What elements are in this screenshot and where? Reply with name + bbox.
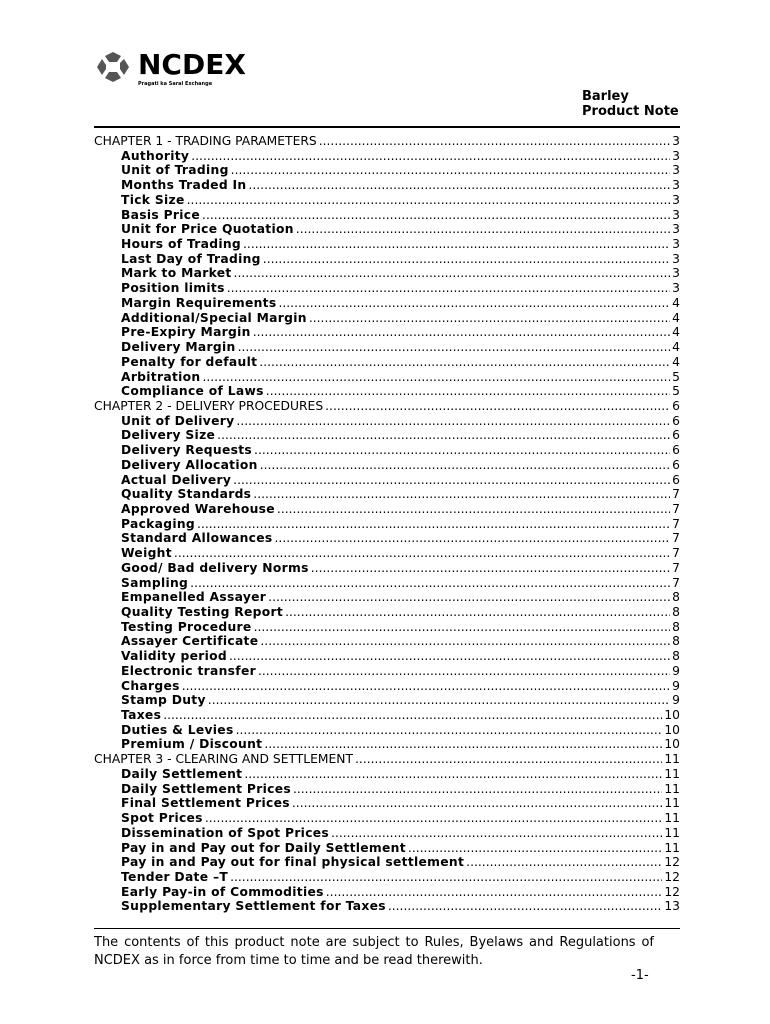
toc-entry-page: 3	[672, 163, 680, 178]
toc-entry[interactable]	[94, 266, 680, 281]
toc-leader-dots	[259, 355, 670, 370]
toc-entry-label: Delivery Requests	[121, 443, 253, 458]
toc-entry-label: Delivery Size	[121, 428, 216, 443]
toc-entry-label: Good/ Bad delivery Norms	[121, 560, 309, 575]
toc-entry-label: Quality Standards	[121, 487, 252, 502]
toc-entry-page: 6	[672, 398, 680, 413]
toc-leader-dots	[293, 782, 662, 797]
toc-leader-dots	[231, 163, 671, 178]
document-title: Barley	[582, 89, 629, 104]
toc-entry-label: Basis Price	[121, 207, 201, 222]
toc-entry-label: Mark to Market	[121, 266, 232, 281]
toc-leader-dots	[236, 414, 670, 429]
toc-entry[interactable]	[94, 561, 680, 576]
toc-entry-page: 4	[672, 340, 680, 355]
toc-entry-label: Actual Delivery	[121, 472, 232, 487]
toc-entry-page: 8	[672, 605, 680, 619]
toc-entry-page: 11	[664, 781, 680, 796]
toc-leader-dots	[292, 796, 662, 811]
toc-entry[interactable]	[94, 311, 680, 326]
toc-leader-dots	[182, 679, 670, 694]
toc-entry-page: 12	[664, 869, 680, 884]
toc-entry[interactable]	[94, 811, 680, 826]
toc-entry[interactable]	[94, 340, 680, 355]
toc-entry-label: Duties & Levies	[121, 722, 234, 737]
toc-leader-dots	[325, 399, 670, 414]
toc-entry-page: 3	[672, 266, 680, 281]
toc-entry[interactable]	[94, 178, 680, 193]
toc-entry-page: 10	[664, 737, 680, 752]
toc-entry-page: 7	[672, 546, 680, 561]
toc-leader-dots	[296, 222, 670, 237]
toc-entry-label: CHAPTER 3 - CLEARING AND SETTLEMENT	[94, 752, 353, 767]
toc-leader-dots	[268, 590, 670, 605]
ncdex-logo	[94, 50, 254, 90]
toc-entry[interactable]	[94, 841, 680, 856]
page-number: -1-	[631, 968, 649, 983]
toc-entry-label: Authority	[121, 148, 190, 163]
toc-entry-page: 12	[664, 855, 680, 870]
toc-entry[interactable]	[94, 487, 680, 502]
toc-entry-page: 4	[672, 295, 680, 310]
toc-leader-dots	[388, 899, 663, 914]
toc-entry[interactable]	[94, 149, 680, 164]
toc-entry[interactable]	[94, 870, 680, 885]
toc-entry-page: 10	[664, 722, 680, 737]
toc-entry[interactable]	[94, 620, 680, 635]
toc-entry-label: Empanelled Assayer	[121, 590, 267, 605]
toc-entry-page: 11	[664, 811, 680, 826]
toc-entry-label: Dissemination of Spot Prices	[121, 825, 330, 840]
toc-entry-page: 12	[664, 884, 680, 899]
toc-entry-label: Position limits	[121, 281, 225, 296]
toc-entry-label: Supplementary Settlement for Taxes	[121, 899, 386, 914]
toc-entry-page: 3	[672, 207, 680, 222]
toc-leader-dots	[197, 517, 670, 532]
toc-entry-page: 6	[672, 443, 680, 458]
toc-entry-page: 9	[672, 678, 680, 693]
toc-leader-dots	[253, 325, 670, 340]
toc-entry-page: 4	[672, 354, 680, 369]
toc-entry-page: 4	[672, 310, 680, 325]
toc-entry-page: 7	[672, 531, 680, 546]
toc-entry-page: 9	[672, 663, 680, 678]
toc-entry-page: 6	[672, 472, 680, 487]
toc-entry-label: Unit of Trading	[121, 163, 229, 178]
ncdex-logo-icon	[94, 50, 132, 84]
toc-leader-dots	[205, 811, 663, 826]
toc-leader-dots	[260, 634, 670, 649]
toc-leader-dots	[466, 855, 662, 870]
toc-entry-label: Hours of Trading	[121, 237, 242, 252]
toc-entry-label: Spot Prices	[121, 811, 203, 826]
toc-entry-page: 8	[672, 649, 680, 664]
toc-leader-dots	[260, 458, 670, 473]
toc-leader-dots	[174, 546, 670, 561]
toc-entry-page: 7	[672, 560, 680, 575]
toc-entry-page: 6	[672, 413, 680, 428]
toc-entry-label: Delivery Margin	[121, 340, 236, 355]
toc-entry[interactable]	[94, 325, 680, 340]
toc-entry[interactable]	[94, 737, 680, 752]
toc-leader-dots	[217, 428, 670, 443]
toc-entry[interactable]	[94, 885, 680, 900]
toc-entry[interactable]	[94, 634, 680, 649]
toc-entry[interactable]	[94, 370, 680, 385]
toc-entry-label: Margin Requirements	[121, 295, 277, 310]
toc-entry-label: Testing Procedure	[121, 619, 252, 634]
toc-entry[interactable]	[94, 355, 680, 370]
toc-entry[interactable]	[94, 605, 680, 620]
toc-entry-page: 9	[672, 693, 680, 708]
toc-entry-page: 11	[664, 840, 680, 855]
toc-entry-label: Early Pay-in of Commodities	[121, 884, 324, 899]
toc-entry-label: Arbitration	[121, 369, 201, 384]
toc-leader-dots	[277, 502, 670, 517]
toc-leader-dots	[233, 473, 670, 488]
footer-note: The contents of this product note are subject to Rules, Byelaws and Regulations of NCDEX as in force from time to time and be read therewith.	[94, 935, 654, 968]
toc-entry-label: Daily Settlement Prices	[121, 781, 291, 796]
toc-entry-page: 3	[672, 281, 680, 296]
document-subtitle: Product Note	[582, 104, 679, 119]
toc-leader-dots	[263, 252, 670, 267]
toc-entry[interactable]	[94, 679, 680, 694]
header-rule	[94, 126, 680, 128]
toc-entry[interactable]	[94, 796, 680, 811]
toc-entry-page: 3	[672, 178, 680, 193]
toc-entry-label: Packaging	[121, 516, 196, 531]
toc-entry-page: 11	[664, 796, 680, 811]
toc-entry-page: 3	[672, 192, 680, 207]
toc-entry-label: Compliance of Laws	[121, 384, 264, 399]
toc-entry-page: 3	[672, 251, 680, 266]
toc-entry[interactable]	[94, 163, 680, 178]
toc-leader-dots	[254, 620, 671, 635]
toc-entry[interactable]	[94, 502, 680, 517]
toc-entry[interactable]	[94, 649, 680, 664]
toc-entry[interactable]	[94, 208, 680, 223]
toc-entry[interactable]	[94, 723, 680, 738]
toc-leader-dots	[264, 737, 662, 752]
toc-entry[interactable]	[94, 414, 680, 429]
toc-entry-label: Last Day of Trading	[121, 251, 261, 266]
toc-entry-page: 6	[672, 428, 680, 443]
toc-entry[interactable]	[94, 384, 680, 399]
logo-tagline: Pragati ka Saral Exchange	[138, 81, 213, 87]
toc-entry-page: 7	[672, 487, 680, 502]
toc-entry[interactable]	[94, 296, 680, 311]
toc-entry[interactable]	[94, 222, 680, 237]
toc-entry[interactable]	[94, 855, 680, 870]
toc-leader-dots	[275, 531, 671, 546]
toc-leader-dots	[309, 311, 670, 326]
toc-leader-dots	[163, 708, 662, 723]
toc-entry[interactable]	[94, 443, 680, 458]
toc-entry-page: 7	[672, 501, 680, 516]
toc-entry-page: 5	[672, 369, 680, 384]
toc-entry-page: 7	[672, 575, 680, 590]
toc-entry-page: 6	[672, 457, 680, 472]
toc-entry-page: 3	[672, 237, 680, 252]
toc-leader-dots	[311, 561, 670, 576]
toc-leader-dots	[208, 693, 670, 708]
toc-chapter-entry[interactable]	[94, 134, 680, 149]
toc-leader-dots	[230, 870, 662, 885]
toc-leader-dots	[248, 178, 670, 193]
toc-entry-label: Months Traded In	[121, 178, 247, 193]
toc-entry-page: 8	[672, 590, 680, 605]
toc-entry-label: Sampling	[121, 575, 189, 590]
toc-entry-label: Stamp Duty	[121, 693, 206, 708]
toc-entry[interactable]	[94, 782, 680, 797]
toc-entry-page: 3	[672, 222, 680, 237]
toc-leader-dots	[227, 281, 670, 296]
toc-entry[interactable]	[94, 428, 680, 443]
toc-leader-dots	[355, 752, 662, 767]
toc-leader-dots	[278, 296, 670, 311]
toc-leader-dots	[191, 149, 670, 164]
toc-entry-page: 8	[672, 619, 680, 634]
toc-entry-label: Pay in and Pay out for Daily Settlement	[121, 840, 406, 855]
toc-entry-page: 11	[664, 766, 680, 781]
toc-entry-label: Approved Warehouse	[121, 501, 275, 516]
toc-entry[interactable]	[94, 693, 680, 708]
toc-entry-page: 11	[664, 825, 680, 840]
toc-entry[interactable]	[94, 458, 680, 473]
toc-entry-label: Electronic transfer	[121, 663, 256, 678]
toc-entry-page: 4	[672, 325, 680, 340]
footer-rule	[94, 928, 680, 929]
toc-leader-dots	[243, 237, 670, 252]
toc-leader-dots	[319, 134, 670, 149]
toc-entry-label: Tick Size	[121, 192, 185, 207]
toc-entry[interactable]	[94, 767, 680, 782]
toc-leader-dots	[258, 664, 670, 679]
toc-leader-dots	[253, 487, 670, 502]
toc-entry-page: 5	[672, 384, 680, 399]
toc-entry-label: Final Settlement Prices	[121, 796, 290, 811]
table-of-contents	[94, 134, 680, 914]
toc-leader-dots	[266, 384, 670, 399]
toc-entry-label: Validity period	[121, 649, 227, 664]
toc-entry-label: Unit of Delivery	[121, 413, 235, 428]
toc-entry-page: 7	[672, 516, 680, 531]
toc-leader-dots	[236, 723, 663, 738]
toc-entry-label: Quality Testing Report	[121, 605, 284, 619]
toc-entry-label: Weight	[121, 546, 172, 561]
toc-entry[interactable]	[94, 517, 680, 532]
toc-entry-label: Taxes	[121, 708, 162, 723]
toc-entry-label: Tender Date –T	[121, 869, 229, 884]
logo-wordmark: NCDEX	[138, 48, 246, 81]
toc-entry-label: Charges	[121, 678, 180, 693]
toc-entry-label: Penalty for default	[121, 354, 258, 369]
toc-entry-page: 3	[672, 148, 680, 163]
toc-leader-dots	[326, 885, 663, 900]
toc-entry-page: 13	[664, 899, 680, 914]
toc-entry[interactable]	[94, 252, 680, 267]
toc-entry-label: CHAPTER 1 - TRADING PARAMETERS	[94, 134, 317, 148]
toc-leader-dots	[331, 826, 662, 841]
toc-entry-page: 11	[664, 752, 680, 767]
toc-leader-dots	[285, 605, 670, 620]
toc-leader-dots	[234, 266, 671, 281]
toc-leader-dots	[229, 649, 670, 664]
toc-entry-label: Unit for Price Quotation	[121, 222, 294, 237]
toc-leader-dots	[408, 841, 662, 856]
toc-entry[interactable]	[94, 899, 680, 914]
toc-leader-dots	[190, 576, 670, 591]
toc-entry-label: Assayer Certificate	[121, 634, 259, 649]
toc-entry[interactable]	[94, 473, 680, 488]
toc-chapter-entry[interactable]	[94, 752, 680, 767]
toc-entry[interactable]	[94, 546, 680, 561]
toc-entry[interactable]	[94, 664, 680, 679]
toc-entry[interactable]	[94, 531, 680, 546]
toc-entry-page: 10	[664, 708, 680, 723]
toc-entry[interactable]	[94, 281, 680, 296]
toc-entry-label: Premium / Discount	[121, 737, 263, 752]
toc-entry-label: Pay in and Pay out for final physical settlement	[121, 855, 465, 870]
toc-leader-dots	[187, 193, 671, 208]
toc-entry[interactable]	[94, 193, 680, 208]
toc-entry-label: Standard Allowances	[121, 531, 273, 546]
toc-entry-page: 3	[672, 134, 680, 148]
toc-entry[interactable]	[94, 708, 680, 723]
toc-entry[interactable]	[94, 576, 680, 591]
toc-entry-label: Delivery Allocation	[121, 457, 258, 472]
toc-chapter-entry[interactable]	[94, 399, 680, 414]
toc-entry-label: Pre-Expiry Margin	[121, 325, 251, 340]
toc-leader-dots	[202, 208, 670, 223]
toc-entry-page: 8	[672, 634, 680, 649]
toc-leader-dots	[202, 370, 670, 385]
toc-entry[interactable]	[94, 826, 680, 841]
toc-entry-label: CHAPTER 2 - DELIVERY PROCEDURES	[94, 398, 324, 413]
toc-leader-dots	[238, 340, 671, 355]
toc-entry[interactable]	[94, 590, 680, 605]
toc-entry-label: Daily Settlement	[121, 766, 243, 781]
toc-leader-dots	[244, 767, 662, 782]
toc-entry[interactable]	[94, 237, 680, 252]
toc-entry-label: Additional/Special Margin	[121, 310, 307, 325]
toc-leader-dots	[254, 443, 670, 458]
